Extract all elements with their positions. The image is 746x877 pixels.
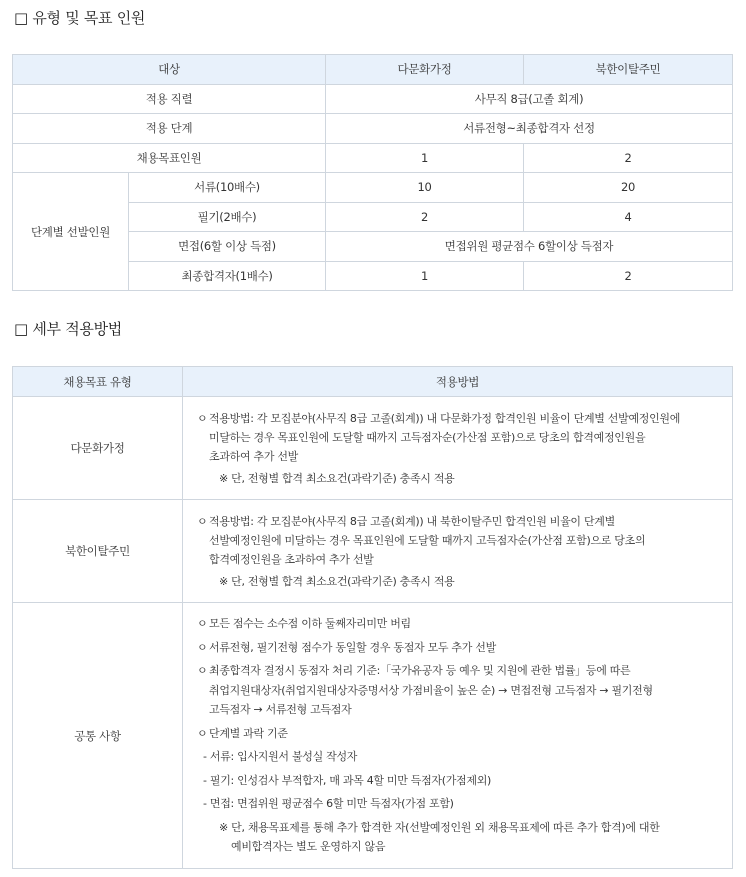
bullet-item: ㅇ 최종합격자 결정시 동점자 처리 기준:「국가유공자 등 예우 및 지원에 관한 법률」등에 따른 취업지원대상자(취업지원대상자증명서상 가점비율이 높은 순) → 면접전형 고득점자 → 필기전형 고득점자 → 서류전형 고득점자: [197, 664, 653, 717]
cell-multicultural: 1: [326, 143, 524, 173]
header-method: 적용방법: [183, 367, 733, 397]
row-label: 면접(6할 이상 득점): [129, 232, 326, 262]
method-table: [12, 366, 733, 869]
header-multicultural: 다문화가정: [326, 55, 524, 85]
cell-multicultural: 2: [326, 202, 524, 232]
sub-item: - 면접: 면접위원 평균점수 6할 미만 득점자(가점 포함): [203, 797, 454, 811]
sub-item: - 필기: 인성검사 부적합자, 매 과목 4할 미만 득점자(가점제외): [203, 773, 492, 787]
type-label: 북한이탈주민: [13, 500, 183, 603]
table-row: [13, 84, 733, 114]
note: ※ 단, 전형별 합격 최소요건(과락기준) 충족시 적용: [219, 574, 455, 588]
header-target: 대상: [13, 55, 326, 85]
section-title-types: □ 유형 및 목표 인원: [14, 9, 146, 27]
header-defector: 북한이탈주민: [524, 55, 733, 85]
row-label: 최종합격자(1배수): [129, 261, 326, 291]
bullet-mark: ㅇ: [197, 514, 208, 528]
table-header-row: [13, 367, 733, 397]
note: ※ 단, 채용목표제를 통해 추가 합격한 자(선발예정인원 외 채용목표제에 따른 추가 합격)에 대한 예비합격자는 별도 운영하지 않음: [219, 820, 660, 854]
row-label: 적용 단계: [13, 114, 326, 144]
method-cell: [183, 603, 733, 869]
bullet-item: ㅇ 적용방법: 각 모집분야(사무직 8급 고졸(회계)) 내 다문화가정 합격인원 비율이 단계별 선발예정인원에 미달하는 경우 목표인원에 도달할 때까지 고득점자순(가산점 포함)으로 당초의 합격예정인원을 초과하여 추가 선발: [197, 409, 722, 466]
bullet-item: ㅇ 단계별 과락 기준: [197, 726, 288, 740]
table-row: [13, 173, 733, 203]
table-row: [13, 500, 733, 603]
bullet-item: ㅇ 적용방법: 각 모집분야(사무직 8급 고졸(회계)) 내 북한이탈주민 합격인원 비율이 단계별 선발예정인원에 미달하는 경우 목표인원에 도달할 때까지 고득점자순(가산점 포함)으로 당초의 합격예정인원을 초과하여 추가 선발: [197, 512, 722, 569]
section-title-methods: □ 세부 적용방법: [14, 320, 122, 338]
cell-multicultural: 1: [326, 261, 524, 291]
header-type: 채용목표 유형: [13, 367, 183, 397]
cell-defector: 4: [524, 202, 733, 232]
method-cell: [183, 500, 733, 603]
table-row: [13, 143, 733, 173]
table-row: [13, 114, 733, 144]
group-label: 단계별 선발인원: [13, 173, 129, 291]
row-value: 사무직 8급(고졸 회계): [326, 84, 733, 114]
row-label: 적용 직렬: [13, 84, 326, 114]
table-row: [13, 397, 733, 500]
cell-defector: 2: [524, 143, 733, 173]
bullet-mark: ㅇ: [197, 411, 208, 425]
cell-defector: 20: [524, 173, 733, 203]
bullet-item: ㅇ 모든 점수는 소수점 이하 둘째자리미만 버림: [197, 617, 411, 631]
sub-item: - 서류: 입사지원서 불성실 작성자: [203, 750, 358, 764]
row-value: 서류전형~최종합격자 선정: [326, 114, 733, 144]
method-cell: [183, 397, 733, 500]
cell-defector: 2: [524, 261, 733, 291]
row-label: 채용목표인원: [13, 143, 326, 173]
row-label: 서류(10배수): [129, 173, 326, 203]
note: ※ 단, 전형별 합격 최소요건(과락기준) 충족시 적용: [219, 471, 455, 485]
table-header-row: [13, 55, 733, 85]
table-row: [13, 603, 733, 869]
row-label: 필기(2배수): [129, 202, 326, 232]
cell-multicultural: 10: [326, 173, 524, 203]
row-value: 면접위원 평균점수 6할이상 득점자: [326, 232, 733, 262]
target-table: [12, 54, 733, 291]
type-label: 공통 사항: [13, 603, 183, 869]
bullet-item: ㅇ 서류전형, 필기전형 점수가 동일할 경우 동점자 모두 추가 선발: [197, 640, 496, 654]
type-label: 다문화가정: [13, 397, 183, 500]
